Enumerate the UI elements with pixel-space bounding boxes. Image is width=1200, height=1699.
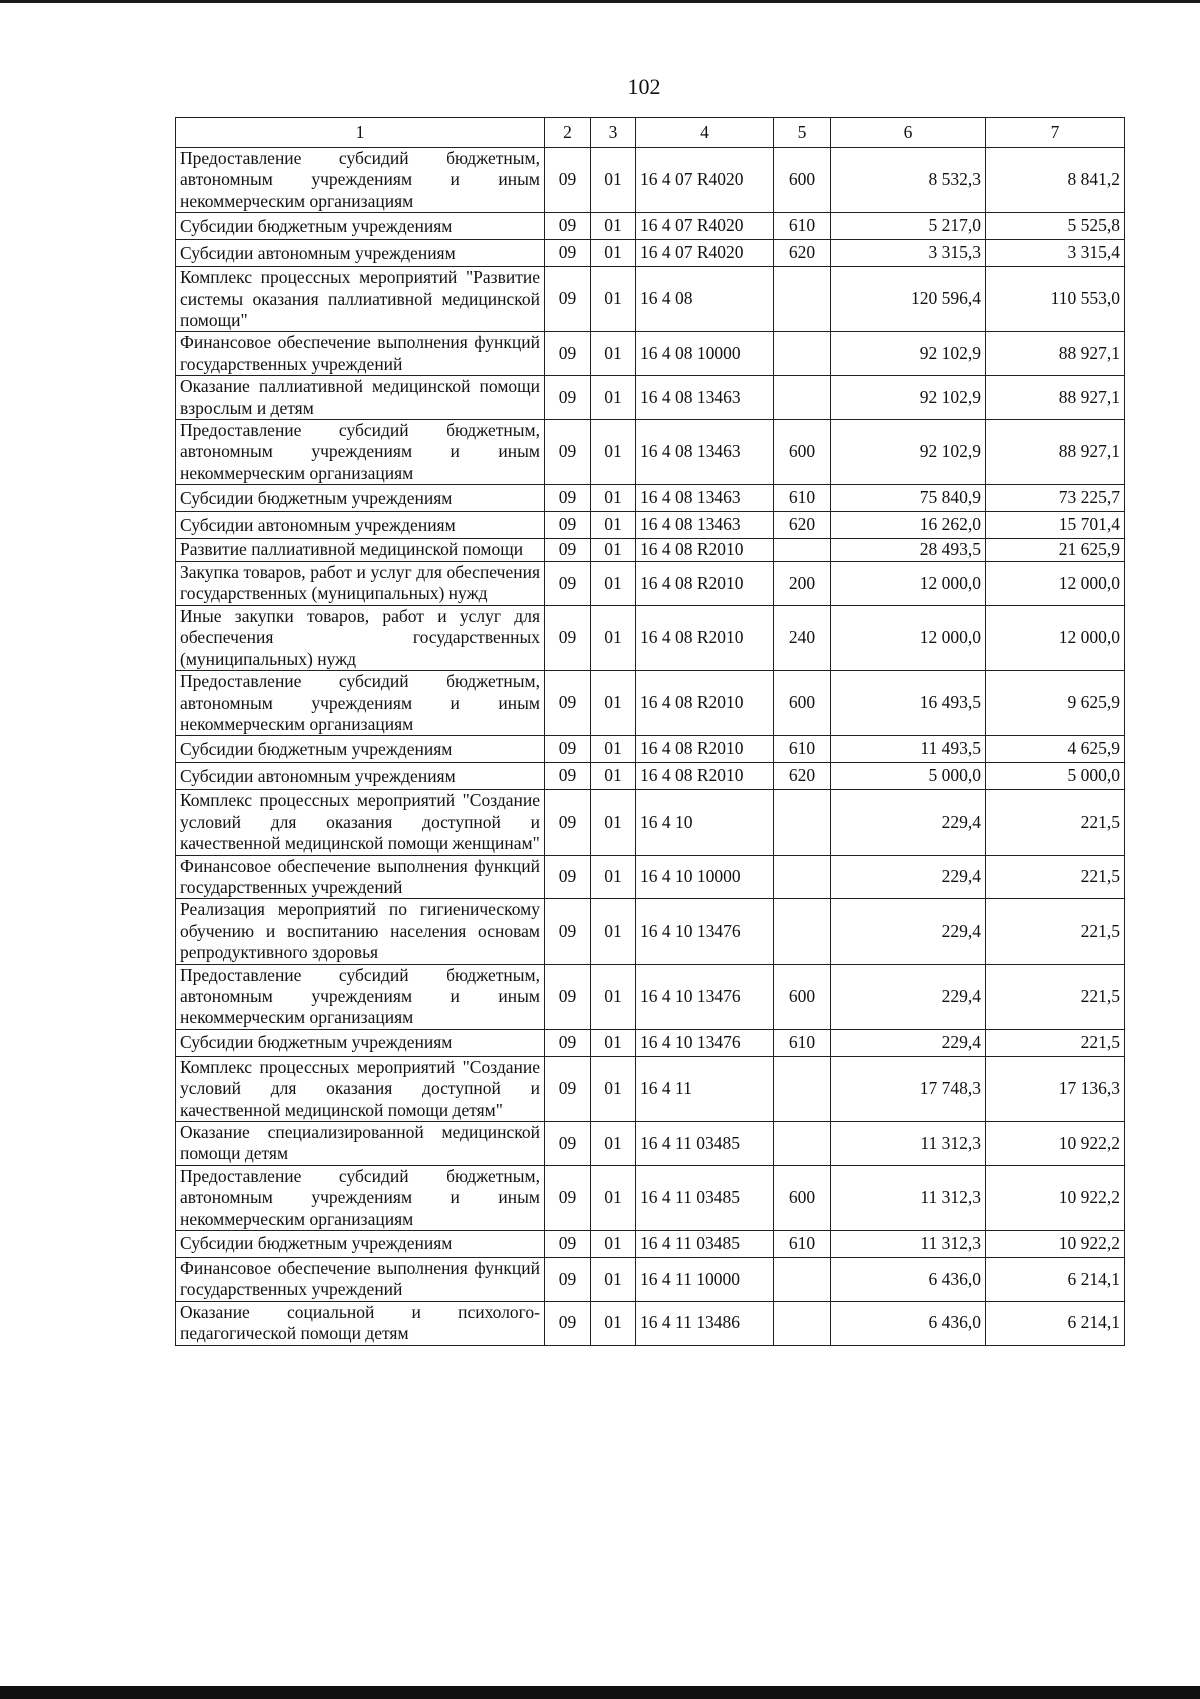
- amount-year1-cell: 229,4: [831, 790, 986, 855]
- table-row: [176, 420, 1125, 485]
- row-name-cell: Субсидии бюджетным учреждениям: [176, 1231, 545, 1258]
- column-header: 5: [774, 118, 831, 148]
- target-article-cell: 16 4 11 10000: [636, 1258, 774, 1302]
- table-row: [176, 790, 1125, 855]
- amount-year2-cell: 221,5: [986, 1029, 1125, 1056]
- table-row: [176, 763, 1125, 790]
- target-article-cell: 16 4 08 R2010: [636, 562, 774, 606]
- row-name-cell: Развитие паллиативной медицинской помощи: [176, 539, 545, 562]
- subsection-code-cell: 01: [591, 240, 636, 267]
- section-code-cell: 09: [545, 267, 591, 332]
- row-name-cell: Комплекс процессных мероприятий "Создание условий для оказания доступной и качественной медицинской помощи детям": [176, 1056, 545, 1121]
- subsection-code-cell: 01: [591, 1231, 636, 1258]
- expense-type-cell: 240: [774, 605, 831, 670]
- row-name-cell: Субсидии бюджетным учреждениям: [176, 736, 545, 763]
- subsection-code-cell: 01: [591, 332, 636, 376]
- amount-year1-cell: 92 102,9: [831, 420, 986, 485]
- subsection-code-cell: 01: [591, 899, 636, 964]
- row-name-cell: Предоставление субсидий бюджетным, автономным учреждениям и иным некоммерческим организациям: [176, 671, 545, 736]
- subsection-code-cell: 01: [591, 376, 636, 420]
- target-article-cell: 16 4 08 13463: [636, 485, 774, 512]
- target-article-cell: 16 4 10: [636, 790, 774, 855]
- table-row: [176, 148, 1125, 213]
- row-name-cell: Предоставление субсидий бюджетным, автономным учреждениям и иным некоммерческим организациям: [176, 964, 545, 1029]
- table-body: [176, 148, 1125, 1346]
- section-code-cell: 09: [545, 1231, 591, 1258]
- target-article-cell: 16 4 08 10000: [636, 332, 774, 376]
- expense-type-cell: [774, 899, 831, 964]
- page-number: 102: [627, 74, 661, 99]
- amount-year1-cell: 6 436,0: [831, 1301, 986, 1345]
- expense-type-cell: 610: [774, 1029, 831, 1056]
- amount-year1-cell: 8 532,3: [831, 148, 986, 213]
- table-row: [176, 855, 1125, 899]
- column-header: 7: [986, 118, 1125, 148]
- target-article-cell: 16 4 11 03485: [636, 1231, 774, 1258]
- amount-year1-cell: 5 217,0: [831, 213, 986, 240]
- amount-year2-cell: 221,5: [986, 899, 1125, 964]
- section-code-cell: 09: [545, 420, 591, 485]
- subsection-code-cell: 01: [591, 736, 636, 763]
- subsection-code-cell: 01: [591, 562, 636, 606]
- table-row: [176, 964, 1125, 1029]
- section-code-cell: 09: [545, 899, 591, 964]
- target-article-cell: 16 4 08: [636, 267, 774, 332]
- row-name-cell: Субсидии бюджетным учреждениям: [176, 213, 545, 240]
- row-name-cell: Финансовое обеспечение выполнения функций государственных учреждений: [176, 855, 545, 899]
- row-name-cell: Предоставление субсидий бюджетным, автономным учреждениям и иным некоммерческим организациям: [176, 1165, 545, 1230]
- expense-type-cell: [774, 1122, 831, 1166]
- amount-year2-cell: 110 553,0: [986, 267, 1125, 332]
- target-article-cell: 16 4 10 13476: [636, 899, 774, 964]
- table-row: [176, 485, 1125, 512]
- section-code-cell: 09: [545, 562, 591, 606]
- table-row: [176, 267, 1125, 332]
- section-code-cell: 09: [545, 539, 591, 562]
- expense-type-cell: [774, 267, 831, 332]
- target-article-cell: 16 4 08 13463: [636, 512, 774, 539]
- table-row: [176, 1165, 1125, 1230]
- table-row: [176, 1029, 1125, 1056]
- expense-type-cell: 610: [774, 1231, 831, 1258]
- section-code-cell: 09: [545, 332, 591, 376]
- amount-year2-cell: 10 922,2: [986, 1231, 1125, 1258]
- expense-type-cell: 600: [774, 148, 831, 213]
- subsection-code-cell: 01: [591, 855, 636, 899]
- section-code-cell: 09: [545, 736, 591, 763]
- expense-type-cell: 600: [774, 964, 831, 1029]
- row-name-cell: Комплекс процессных мероприятий "Развитие системы оказания паллиативной медицинской помощи": [176, 267, 545, 332]
- section-code-cell: 09: [545, 376, 591, 420]
- row-name-cell: Субсидии автономным учреждениям: [176, 512, 545, 539]
- section-code-cell: 09: [545, 213, 591, 240]
- amount-year1-cell: 229,4: [831, 855, 986, 899]
- subsection-code-cell: 01: [591, 1056, 636, 1121]
- row-name-cell: Субсидии автономным учреждениям: [176, 763, 545, 790]
- target-article-cell: 16 4 08 13463: [636, 420, 774, 485]
- amount-year1-cell: 229,4: [831, 964, 986, 1029]
- row-name-cell: Оказание социальной и психолого-педагогической помощи детям: [176, 1301, 545, 1345]
- amount-year1-cell: 17 748,3: [831, 1056, 986, 1121]
- table-row: [176, 213, 1125, 240]
- table-row: [176, 1056, 1125, 1121]
- amount-year2-cell: 88 927,1: [986, 332, 1125, 376]
- expense-type-cell: [774, 790, 831, 855]
- subsection-code-cell: 01: [591, 964, 636, 1029]
- subsection-code-cell: 01: [591, 485, 636, 512]
- expense-type-cell: 600: [774, 1165, 831, 1230]
- expense-type-cell: [774, 539, 831, 562]
- section-code-cell: 09: [545, 485, 591, 512]
- expense-type-cell: 200: [774, 562, 831, 606]
- subsection-code-cell: 01: [591, 539, 636, 562]
- scan-top-edge: [0, 0, 1200, 3]
- amount-year1-cell: 28 493,5: [831, 539, 986, 562]
- row-name-cell: Оказание паллиативной медицинской помощи взрослым и детям: [176, 376, 545, 420]
- target-article-cell: 16 4 11 03485: [636, 1165, 774, 1230]
- expense-type-cell: 610: [774, 485, 831, 512]
- row-name-cell: Финансовое обеспечение выполнения функций государственных учреждений: [176, 1258, 545, 1302]
- section-code-cell: 09: [545, 1029, 591, 1056]
- table-row: [176, 899, 1125, 964]
- table-row: [176, 736, 1125, 763]
- section-code-cell: 09: [545, 671, 591, 736]
- amount-year2-cell: 3 315,4: [986, 240, 1125, 267]
- scan-bottom-edge: [0, 1686, 1200, 1699]
- column-header: 2: [545, 118, 591, 148]
- table-row: [176, 512, 1125, 539]
- row-name-cell: Предоставление субсидий бюджетным, автономным учреждениям и иным некоммерческим организациям: [176, 420, 545, 485]
- row-name-cell: Иные закупки товаров, работ и услуг для обеспечения государственных (муниципальных) нужд: [176, 605, 545, 670]
- row-name-cell: Субсидии бюджетным учреждениям: [176, 485, 545, 512]
- section-code-cell: 09: [545, 855, 591, 899]
- amount-year2-cell: 221,5: [986, 790, 1125, 855]
- target-article-cell: 16 4 08 R2010: [636, 671, 774, 736]
- target-article-cell: 16 4 11: [636, 1056, 774, 1121]
- column-header: 1: [176, 118, 545, 148]
- expense-type-cell: 610: [774, 213, 831, 240]
- table-row: [176, 1301, 1125, 1345]
- expense-type-cell: 620: [774, 763, 831, 790]
- expense-type-cell: [774, 332, 831, 376]
- amount-year1-cell: 5 000,0: [831, 763, 986, 790]
- target-article-cell: 16 4 10 13476: [636, 1029, 774, 1056]
- amount-year2-cell: 5 525,8: [986, 213, 1125, 240]
- amount-year2-cell: 12 000,0: [986, 605, 1125, 670]
- subsection-code-cell: 01: [591, 671, 636, 736]
- section-code-cell: 09: [545, 1258, 591, 1302]
- amount-year1-cell: 11 493,5: [831, 736, 986, 763]
- row-name-cell: Финансовое обеспечение выполнения функций государственных учреждений: [176, 332, 545, 376]
- subsection-code-cell: 01: [591, 1122, 636, 1166]
- table-row: [176, 240, 1125, 267]
- budget-table: [175, 117, 1125, 1346]
- section-code-cell: 09: [545, 240, 591, 267]
- subsection-code-cell: 01: [591, 148, 636, 213]
- column-header: 4: [636, 118, 774, 148]
- table-row: [176, 671, 1125, 736]
- column-header: 6: [831, 118, 986, 148]
- amount-year1-cell: 75 840,9: [831, 485, 986, 512]
- amount-year2-cell: 12 000,0: [986, 562, 1125, 606]
- expense-type-cell: [774, 1056, 831, 1121]
- amount-year2-cell: 6 214,1: [986, 1301, 1125, 1345]
- target-article-cell: 16 4 10 10000: [636, 855, 774, 899]
- table-row: [176, 1258, 1125, 1302]
- section-code-cell: 09: [545, 1122, 591, 1166]
- amount-year1-cell: 12 000,0: [831, 605, 986, 670]
- amount-year2-cell: 4 625,9: [986, 736, 1125, 763]
- subsection-code-cell: 01: [591, 1165, 636, 1230]
- amount-year2-cell: 15 701,4: [986, 512, 1125, 539]
- table-row: [176, 1122, 1125, 1166]
- section-code-cell: 09: [545, 1165, 591, 1230]
- expense-type-cell: 620: [774, 512, 831, 539]
- target-article-cell: 16 4 08 R2010: [636, 736, 774, 763]
- section-code-cell: 09: [545, 790, 591, 855]
- amount-year2-cell: 88 927,1: [986, 420, 1125, 485]
- table-row: [176, 605, 1125, 670]
- table-row: [176, 539, 1125, 562]
- section-code-cell: 09: [545, 512, 591, 539]
- amount-year1-cell: 6 436,0: [831, 1258, 986, 1302]
- amount-year2-cell: 10 922,2: [986, 1122, 1125, 1166]
- expense-type-cell: 600: [774, 671, 831, 736]
- target-article-cell: 16 4 07 R4020: [636, 240, 774, 267]
- amount-year2-cell: 88 927,1: [986, 376, 1125, 420]
- expense-type-cell: 600: [774, 420, 831, 485]
- amount-year1-cell: 11 312,3: [831, 1165, 986, 1230]
- target-article-cell: 16 4 10 13476: [636, 964, 774, 1029]
- subsection-code-cell: 01: [591, 512, 636, 539]
- target-article-cell: 16 4 11 03485: [636, 1122, 774, 1166]
- row-name-cell: Предоставление субсидий бюджетным, автономным учреждениям и иным некоммерческим организациям: [176, 148, 545, 213]
- table-row: [176, 376, 1125, 420]
- expense-type-cell: [774, 376, 831, 420]
- amount-year2-cell: 17 136,3: [986, 1056, 1125, 1121]
- expense-type-cell: [774, 1301, 831, 1345]
- table-row: [176, 1231, 1125, 1258]
- subsection-code-cell: 01: [591, 213, 636, 240]
- row-name-cell: Закупка товаров, работ и услуг для обеспечения государственных (муниципальных) нужд: [176, 562, 545, 606]
- amount-year1-cell: 16 493,5: [831, 671, 986, 736]
- amount-year1-cell: 229,4: [831, 1029, 986, 1056]
- section-code-cell: 09: [545, 605, 591, 670]
- amount-year1-cell: 92 102,9: [831, 376, 986, 420]
- amount-year1-cell: 12 000,0: [831, 562, 986, 606]
- subsection-code-cell: 01: [591, 790, 636, 855]
- section-code-cell: 09: [545, 1301, 591, 1345]
- amount-year1-cell: 92 102,9: [831, 332, 986, 376]
- amount-year1-cell: 3 315,3: [831, 240, 986, 267]
- expense-type-cell: [774, 1258, 831, 1302]
- amount-year2-cell: 6 214,1: [986, 1258, 1125, 1302]
- section-code-cell: 09: [545, 763, 591, 790]
- amount-year1-cell: 11 312,3: [831, 1231, 986, 1258]
- row-name-cell: Субсидии бюджетным учреждениям: [176, 1029, 545, 1056]
- column-header: 3: [591, 118, 636, 148]
- section-code-cell: 09: [545, 148, 591, 213]
- expense-type-cell: [774, 855, 831, 899]
- subsection-code-cell: 01: [591, 1258, 636, 1302]
- expense-type-cell: 620: [774, 240, 831, 267]
- amount-year1-cell: 11 312,3: [831, 1122, 986, 1166]
- target-article-cell: 16 4 11 13486: [636, 1301, 774, 1345]
- amount-year2-cell: 221,5: [986, 964, 1125, 1029]
- amount-year2-cell: 73 225,7: [986, 485, 1125, 512]
- target-article-cell: 16 4 07 R4020: [636, 213, 774, 240]
- amount-year2-cell: 221,5: [986, 855, 1125, 899]
- subsection-code-cell: 01: [591, 267, 636, 332]
- subsection-code-cell: 01: [591, 1029, 636, 1056]
- target-article-cell: 16 4 08 13463: [636, 376, 774, 420]
- row-name-cell: Субсидии автономным учреждениям: [176, 240, 545, 267]
- amount-year1-cell: 16 262,0: [831, 512, 986, 539]
- subsection-code-cell: 01: [591, 763, 636, 790]
- amount-year2-cell: 9 625,9: [986, 671, 1125, 736]
- amount-year1-cell: 229,4: [831, 899, 986, 964]
- subsection-code-cell: 01: [591, 420, 636, 485]
- amount-year1-cell: 120 596,4: [831, 267, 986, 332]
- table-row: [176, 562, 1125, 606]
- amount-year2-cell: 5 000,0: [986, 763, 1125, 790]
- expense-type-cell: 610: [774, 736, 831, 763]
- row-name-cell: Реализация мероприятий по гигиеническому обучению и воспитанию населения основам репродуктивного здоровья: [176, 899, 545, 964]
- target-article-cell: 16 4 08 R2010: [636, 539, 774, 562]
- subsection-code-cell: 01: [591, 1301, 636, 1345]
- amount-year2-cell: 8 841,2: [986, 148, 1125, 213]
- target-article-cell: 16 4 08 R2010: [636, 763, 774, 790]
- amount-year2-cell: 10 922,2: [986, 1165, 1125, 1230]
- row-name-cell: Оказание специализированной медицинской помощи детям: [176, 1122, 545, 1166]
- target-article-cell: 16 4 07 R4020: [636, 148, 774, 213]
- section-code-cell: 09: [545, 1056, 591, 1121]
- table-row: [176, 332, 1125, 376]
- target-article-cell: 16 4 08 R2010: [636, 605, 774, 670]
- amount-year2-cell: 21 625,9: [986, 539, 1125, 562]
- table-header-row: [176, 118, 1125, 148]
- section-code-cell: 09: [545, 964, 591, 1029]
- subsection-code-cell: 01: [591, 605, 636, 670]
- row-name-cell: Комплекс процессных мероприятий "Создание условий для оказания доступной и качественной медицинской помощи женщинам": [176, 790, 545, 855]
